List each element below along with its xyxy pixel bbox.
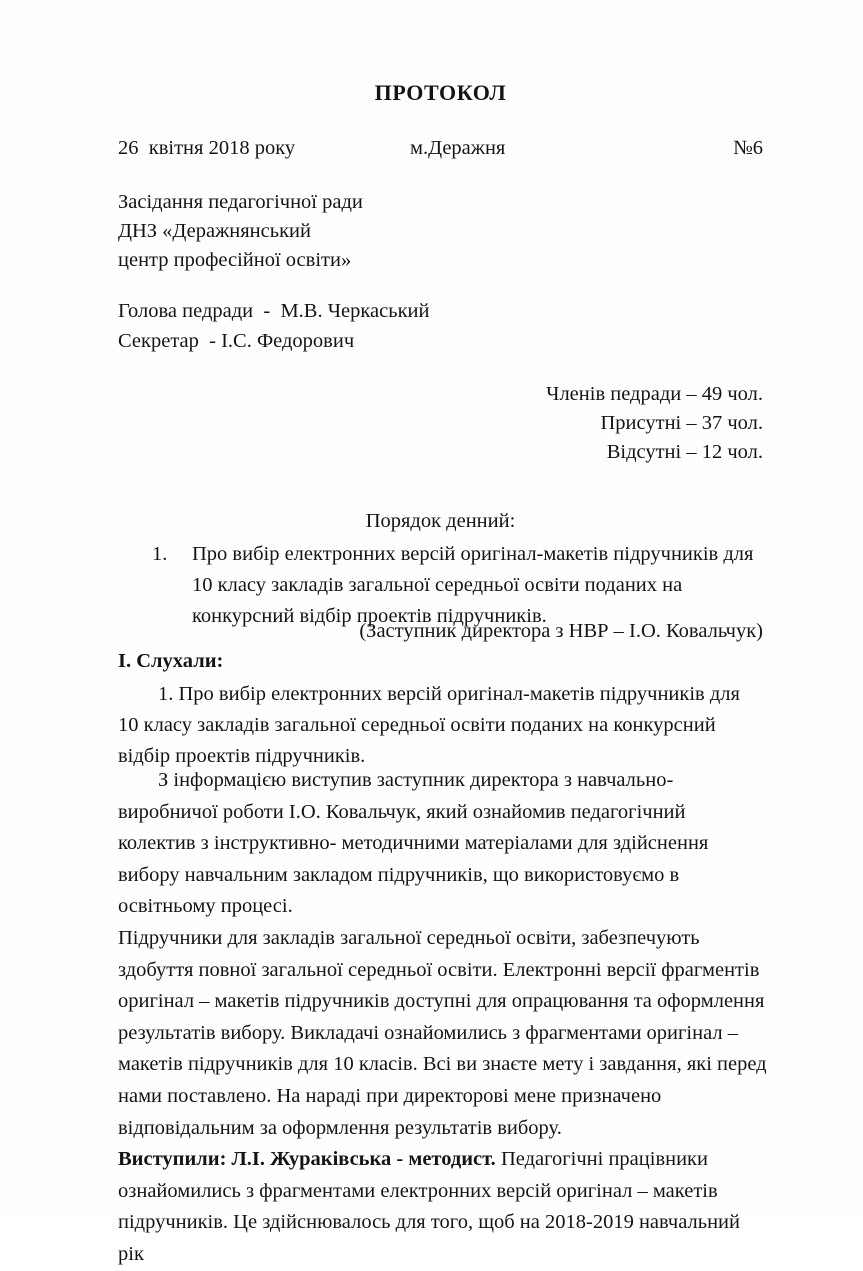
chairperson-line: Голова педради - М.В. Черкаський bbox=[118, 300, 430, 322]
document-number: №6 bbox=[733, 137, 763, 159]
institution-block bbox=[118, 188, 678, 275]
page-title: ПРОТОКОЛ bbox=[374, 80, 507, 105]
body-paragraph-2: Підручники для закладів загальної середньої освіти, забезпечують здобуття повної загальної середньої освіти. Електронні версії фрагментів оригінал – макетів підручників доступні для опрацювання та оформлення результатів вибору. Викладачі ознайомились з фрагментами оригінал – макетів підручників для 10 класів. Всі ви знаєте мету і завдання, які перед нами поставлено. На нараді при директорові мене призначено відповідальним за оформлення результатів вибору. bbox=[118, 926, 767, 1139]
agenda-list bbox=[152, 539, 763, 632]
body-paragraph-3 bbox=[118, 1144, 767, 1270]
attendance-present: Присутні – 37 чол. bbox=[600, 412, 763, 434]
speakers-text: Педагогічні працівники ознайомились з фрагментами електронних версій оригінал – макетів підручників. Це здійснювалось для того, щоб на 2018-2019 навчальний рік bbox=[118, 1148, 740, 1265]
agenda-author: (Заступник директора з НВР – І.О. Ковальчук) bbox=[359, 620, 763, 642]
agenda-heading: Порядок денний: bbox=[365, 510, 516, 532]
officers-block bbox=[118, 296, 678, 356]
document-meta-row bbox=[118, 137, 763, 165]
attendance-block bbox=[118, 380, 763, 467]
section-heading-listened: І. Слухали: bbox=[118, 650, 224, 672]
body-text-block bbox=[118, 765, 767, 1271]
agenda-item-marker: 1. bbox=[152, 543, 168, 565]
listened-item-text: 1. Про вибір електронних версій оригінал-макетів підручників для 10 класу закладів загальної середньої освіти поданих на конкурсний відбір проектів підручників. bbox=[118, 683, 740, 767]
document-date: 26 квітня 2018 року bbox=[118, 137, 296, 159]
institution-line-1: Засідання педагогічної ради bbox=[118, 191, 363, 213]
attendance-absent: Відсутні – 12 чол. bbox=[606, 441, 763, 463]
secretary-line: Секретар - І.С. Федорович bbox=[118, 330, 355, 352]
institution-line-2: ДНЗ «Деражнянський bbox=[118, 220, 311, 242]
agenda-item bbox=[152, 539, 763, 632]
agenda-item-text: Про вибір електронних версій оригінал-макетів підручників для 10 класу закладів загальної середньої освіти поданих на конкурсний відбір проектів підручників. bbox=[192, 543, 754, 627]
attendance-total: Членів педради – 49 чол. bbox=[546, 383, 763, 405]
document-city: м.Деражня bbox=[410, 137, 506, 159]
institution-line-3: центр професійної освіти» bbox=[118, 249, 352, 271]
speakers-label: Виступили: Л.І. Жураківська - методист. bbox=[118, 1148, 496, 1171]
body-paragraph-1: З інформацією виступив заступник директора з навчально-виробничої роботи І.О. Ковальчук, який ознайомив педагогічний колектив з інструктивно- методичними матеріалами для здійснення вибору навчальним закладом підручників, що використовуємо в освітньому процесі. bbox=[118, 769, 709, 918]
